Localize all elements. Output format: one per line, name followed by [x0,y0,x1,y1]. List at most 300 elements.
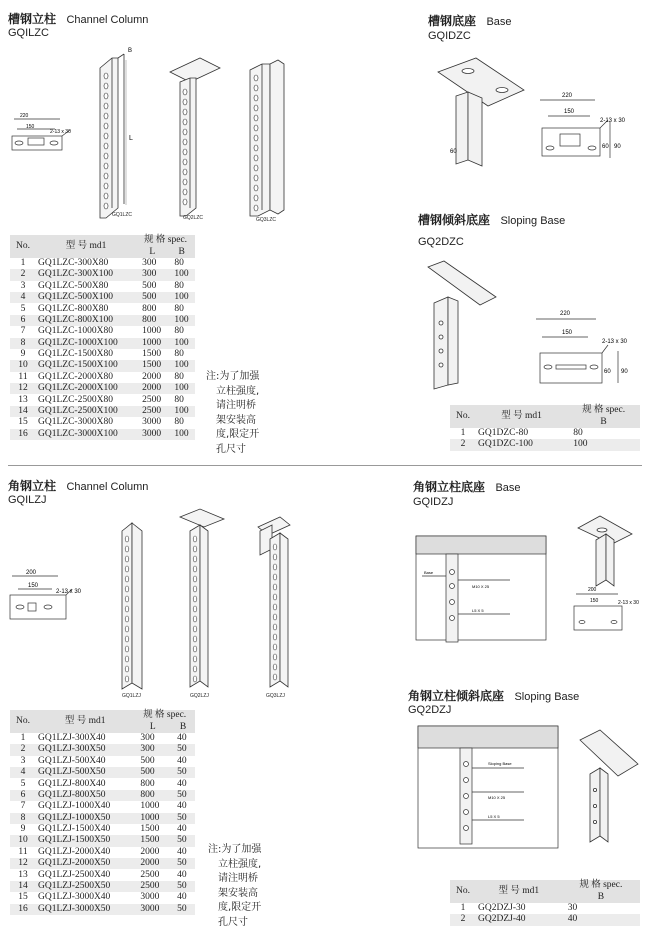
table-row [450,439,640,450]
cell-no: 7 [20,326,26,337]
cell-spec: 1500 [134,835,171,846]
slot-hole [273,664,277,670]
s4-th-spec: 规 格 spec. [134,710,195,721]
table-row [10,813,195,824]
slot-hole [193,646,197,652]
s4-col-label-3: GQ3LZJ [266,693,285,699]
s5-title-en: Base [495,482,521,494]
slot-hole [273,614,277,620]
table-row [10,394,195,405]
table-row [10,733,195,744]
slot-hole [193,676,197,682]
cell-no: 10 [10,360,36,371]
s4-column-3 [258,517,290,687]
cell-model: GQ1LZJ-500X40 [38,755,106,766]
s2-code: GQIDZC [428,30,471,42]
cell-model: GQ1LZJ-2000X50 [36,858,134,869]
s1-note-line: 孔尺寸 [216,443,246,455]
slot-hole [254,165,258,171]
s3-code: GQ2DZC [418,236,464,248]
cell-spec: 1000 [134,813,171,824]
cell-model: GQ1LZJ-1500X50 [36,835,134,846]
cell-spec: 500 [136,292,168,303]
cell-spec: 100 [168,315,195,326]
table-row [10,881,195,892]
table-row [450,914,640,925]
slot-hole [273,634,277,640]
s1-spec-table [10,235,195,440]
slot-hole [104,143,108,149]
slot-hole [254,105,258,111]
cell-spec: 40 [562,914,640,925]
cell-spec: 50 [171,813,195,824]
table-row [10,869,195,880]
s2-dim-iso: 60 [450,149,457,155]
cell-spec: 50 [171,767,195,778]
cell-model: GQ1LZC-1000X100 [36,338,136,349]
slot-hole [273,644,277,650]
cell-spec: 3000 [136,429,168,440]
s3-dim-hole: 2-13 x 30 [602,339,628,345]
s6-th-B: B [562,891,640,902]
cell-no: 16 [10,429,36,440]
cell-no: 12 [10,383,36,394]
s1-col-label-1: GQ1LZC [112,212,133,218]
cell-no: 3 [20,755,26,766]
slot-hole [183,89,187,95]
slot-hole [183,149,187,155]
cell-spec: 2500 [142,394,162,405]
s6-label-angle: L5 X 5 [488,814,500,819]
table-row [10,303,195,314]
slot-hole [193,636,197,642]
s3-dim-inner: 150 [562,330,573,336]
cell-no: 8 [10,813,36,824]
cell-spec: 80 [174,326,184,337]
s6-label-bolt: M10 X 25 [488,795,506,800]
slot-hole [254,175,258,181]
cell-spec: 40 [177,892,187,903]
s1-column-2 [170,58,220,216]
cell-spec: 100 [168,383,195,394]
slot-hole [273,544,277,550]
s1-th-spec: 规 格 spec. [136,235,195,246]
slot-hole [193,596,197,602]
s1-note-line: 注:为了加强 [206,371,260,382]
cell-model: GQ2DZJ-40 [476,914,562,925]
table-row [450,428,640,439]
cell-no: 4 [10,767,36,778]
s1-col-label-3: GQ3LZC [256,217,277,223]
table-row [10,258,195,269]
cell-spec: 100 [168,360,195,371]
s4-th-B: B [171,721,195,732]
slot-hole [254,205,258,211]
slot-hole [125,556,129,562]
cell-spec: 40 [177,732,187,743]
s3-dim-h2: 90 [621,369,628,375]
s4-note-line: 请注明桥 [218,873,258,884]
s6-label-base: Sloping Base [488,761,512,766]
slot-hole [254,195,258,201]
s1-column-1 [100,54,124,218]
slot-hole [104,163,108,169]
cell-spec: 100 [168,292,195,303]
s6-iso-base [580,730,638,842]
cell-spec: 2000 [142,371,162,382]
s4-title-en: Channel Column [66,481,149,493]
slot-hole [104,133,108,139]
s4-note-line: 度,限定开 [218,902,262,913]
slot-hole [104,193,108,199]
table-row [10,406,195,417]
s1-th-B: B [168,246,195,257]
s6-table-body [450,903,640,926]
table-row [10,338,195,349]
cell-spec: 40 [177,778,187,789]
cell-spec: 1000 [142,326,162,337]
slot-hole [125,666,129,672]
cell-model: GQ1DZC-80 [478,427,529,438]
cell-no: 15 [18,892,28,903]
cell-no: 3 [20,280,26,291]
slot-hole [183,129,187,135]
cell-model: GQ1LZC-500X80 [38,280,109,291]
slot-hole [125,646,129,652]
s2-dim-inner: 150 [564,109,575,115]
s2-plate-sketch [540,100,610,158]
s3-th-no: No. [450,405,476,428]
slot-hole [254,85,258,91]
cell-no: 2 [10,269,36,280]
table-row [10,269,195,280]
s1-code: GQILZC [8,27,49,39]
cell-spec: 50 [171,858,195,869]
s1-title-en: Channel Column [66,14,149,26]
s4-dim-width: 200 [26,570,37,576]
s4-column-2 [180,509,224,687]
slot-hole [254,135,258,141]
cell-spec: 50 [171,904,195,915]
s4-column-2-holes [193,536,197,682]
s1-dim-B: B [128,48,133,54]
cell-model: GQ1LZC-800X80 [38,303,109,314]
slot-hole [254,75,258,81]
s5-code: GQIDZJ [413,496,454,508]
slot-hole [273,674,277,680]
s3-title-cn: 槽钢倾斜底座 [418,213,491,227]
s1-table-body [10,258,195,440]
cell-spec: 300 [142,257,157,268]
s1-note [206,370,259,457]
table-row [10,372,195,383]
cell-no: 11 [18,371,28,382]
s6-spec-table [450,880,640,926]
s1-note-line: 架安装高 [216,414,256,426]
s6-title-en: Sloping Base [514,691,580,703]
cell-no: 14 [10,406,36,417]
cell-no: 6 [10,790,36,801]
slot-hole [183,179,187,185]
cell-model: GQ1LZJ-2500X40 [38,869,111,880]
cell-no: 14 [10,881,36,892]
cell-spec: 2000 [134,858,171,869]
cell-model: GQ1LZC-3000X100 [36,429,136,440]
slot-hole [104,203,108,209]
table-row [450,903,640,914]
s6-th-model: 型 号 md1 [476,880,562,903]
slot-hole [254,125,258,131]
slot-hole [125,546,129,552]
table-row [10,892,195,903]
cell-spec: 3000 [142,417,162,428]
slot-hole [273,604,277,610]
cell-no: 16 [10,904,36,915]
s2-drawing [430,50,645,180]
s2-dim-hole: 2-13 x 30 [600,118,626,124]
cell-model: GQ1LZJ-2500X50 [36,881,134,892]
s4-th-model: 型 号 md1 [36,710,134,733]
cell-spec: 80 [573,427,583,438]
slot-hole [183,159,187,165]
cell-spec: 2500 [134,881,171,892]
cell-spec: 40 [177,869,187,880]
cell-model: GQ1LZJ-3000X50 [36,904,134,915]
cell-spec: 1500 [140,824,160,835]
s4-column-1-holes [125,536,129,682]
slot-hole [104,173,108,179]
slot-hole [125,596,129,602]
s1-th-no: No. [10,235,36,258]
cell-no: 1 [460,902,466,913]
cell-spec: 80 [174,394,184,405]
cell-spec: 80 [174,417,184,428]
s1-dim-L: L [129,135,133,142]
s4-note-line: 孔尺寸 [218,916,248,928]
s1-drawing [0,40,310,230]
s5-dim-inner: 150 [590,598,599,604]
slot-hole [193,606,197,612]
cell-model: GQ1LZC-3000X80 [38,417,113,428]
slot-hole [125,626,129,632]
slot-hole [104,83,108,89]
s1-dim-inner: 150 [26,124,35,130]
cell-model: GQ1LZJ-2000X40 [38,846,111,857]
cell-model: GQ1LZC-2500X100 [36,406,136,417]
cell-model: GQ1LZC-1500X80 [38,349,113,360]
cell-spec: 3000 [140,892,160,903]
cell-no: 2 [450,914,476,925]
table-row [10,360,195,371]
s3-title-en: Sloping Base [500,215,566,227]
cell-no: 5 [20,303,26,314]
cell-no: 13 [18,394,28,405]
cell-spec: 80 [174,303,184,314]
s5-label-angle: L5 X 5 [472,608,484,613]
cell-spec: 100 [168,269,195,280]
s4-note [208,843,261,930]
cell-model: GQ1LZC-2000X100 [36,383,136,394]
table-row [10,790,195,801]
s3-dim-h1: 60 [604,369,611,375]
table-row [10,744,195,755]
s5-drawing [410,510,645,650]
s4-table-body [10,733,195,915]
cell-no: 9 [20,824,26,835]
s4-title-cn: 角钢立柱 [8,479,57,493]
cell-no: 1 [460,427,466,438]
cell-spec: 800 [140,778,155,789]
s6-heading [408,687,579,705]
cell-spec: 50 [171,790,195,801]
cell-spec: 1500 [142,349,162,360]
slot-hole [104,123,108,129]
cell-model: GQ1LZJ-1000X40 [38,801,111,812]
slot-hole [254,185,258,191]
s4-th-L: L [134,721,171,732]
cell-model: GQ1LZC-1500X100 [36,360,136,371]
cell-spec: 1000 [140,801,160,812]
s4-dim-hole: 2-13 x 30 [56,589,82,595]
cell-model: GQ1LZJ-1500X40 [38,824,111,835]
cell-model: GQ1LZJ-800X40 [38,778,106,789]
slot-hole [125,606,129,612]
cell-spec: 80 [174,371,184,382]
cell-no: 8 [10,338,36,349]
cell-spec: 80 [174,280,184,291]
slot-hole [254,95,258,101]
cell-spec: 40 [177,824,187,835]
slot-hole [125,586,129,592]
cell-spec: 80 [174,257,184,268]
s6-drawing [412,720,645,855]
table-row [10,778,195,789]
cell-spec: 300 [136,269,168,280]
s3-heading [418,211,565,229]
slot-hole [125,636,129,642]
s1-dim-width: 220 [20,113,29,119]
cell-spec: 40 [177,846,187,857]
s6-th-spec: 规 格 spec. [562,880,640,891]
s3-drawing [418,255,643,390]
cell-no: 7 [20,801,26,812]
slot-hole [273,564,277,570]
s1-title-cn: 槽钢立柱 [8,12,57,26]
slot-hole [193,576,197,582]
slot-hole [193,566,197,572]
cell-spec: 2500 [140,869,160,880]
s4-dim-inner: 150 [28,583,39,589]
slot-hole [193,626,197,632]
slot-hole [183,169,187,175]
slot-hole [183,99,187,105]
s4-col-label-1: GQ1LZJ [122,693,141,699]
cell-spec: 500 [140,755,155,766]
slot-hole [254,115,258,121]
table-row [10,326,195,337]
s3-th-B: B [567,416,640,427]
cell-model: GQ1DZC-100 [476,439,567,450]
slot-hole [193,586,197,592]
s3-table-body [450,428,640,451]
slot-hole [104,73,108,79]
slot-hole [273,584,277,590]
slot-hole [193,616,197,622]
slot-hole [254,155,258,161]
cell-spec: 50 [171,881,195,892]
cell-no: 6 [10,315,36,326]
s2-heading [428,12,512,30]
slot-hole [183,119,187,125]
cell-model: GQ1LZC-2500X80 [38,394,113,405]
cell-model: GQ1LZJ-500X50 [36,767,134,778]
cell-spec: 800 [136,315,168,326]
cell-no: 2 [10,744,36,755]
s4-heading [8,477,148,495]
slot-hole [104,103,108,109]
slot-hole [273,574,277,580]
s1-th-model: 型 号 md1 [36,235,136,258]
cell-spec: 2000 [140,846,160,857]
table-row [10,824,195,835]
table-row [10,767,195,778]
cell-spec: 100 [567,439,640,450]
slot-hole [104,183,108,189]
slot-hole [125,616,129,622]
slot-hole [273,594,277,600]
s4-note-line: 架安装高 [218,887,258,899]
cell-model: GQ1LZC-800X100 [36,315,136,326]
cell-model: GQ1LZJ-300X40 [38,732,106,743]
cell-no: 2 [450,439,476,450]
s1-note-line: 度,限定开 [216,429,260,440]
table-row [10,858,195,869]
cell-spec: 100 [168,429,195,440]
s4-note-line: 立柱强度, [218,858,262,870]
s4-plate-sketch [10,576,72,619]
cell-spec: 80 [174,349,184,360]
s2-dim-h1: 60 [602,144,609,150]
table-row [10,383,195,394]
table-row [10,281,195,292]
cell-no: 15 [18,417,28,428]
s1-col-label-2: GQ2LZC [183,215,204,221]
s2-dim-h2: 90 [614,144,621,150]
slot-hole [104,93,108,99]
slot-hole [183,189,187,195]
slot-hole [193,556,197,562]
cell-spec: 2000 [136,383,168,394]
cell-spec: 40 [177,801,187,812]
s4-note-line: 注:为了加强 [208,844,262,855]
cell-spec: 800 [142,303,157,314]
table-row [10,801,195,812]
table-row [10,417,195,428]
table-row [10,756,195,767]
cell-model: GQ1LZJ-3000X40 [38,892,111,903]
cell-model: GQ1LZJ-300X50 [36,744,134,755]
s5-label-bolt: M10 X 25 [472,584,490,589]
cell-spec: 500 [134,767,171,778]
s4-code: GQILZJ [8,494,47,506]
slot-hole [273,654,277,660]
s4-drawing [0,505,310,700]
cell-spec: 800 [134,790,171,801]
slot-hole [193,656,197,662]
s3-th-spec: 规 格 spec. [567,405,640,416]
cell-spec: 1000 [136,338,168,349]
slot-hole [193,536,197,542]
